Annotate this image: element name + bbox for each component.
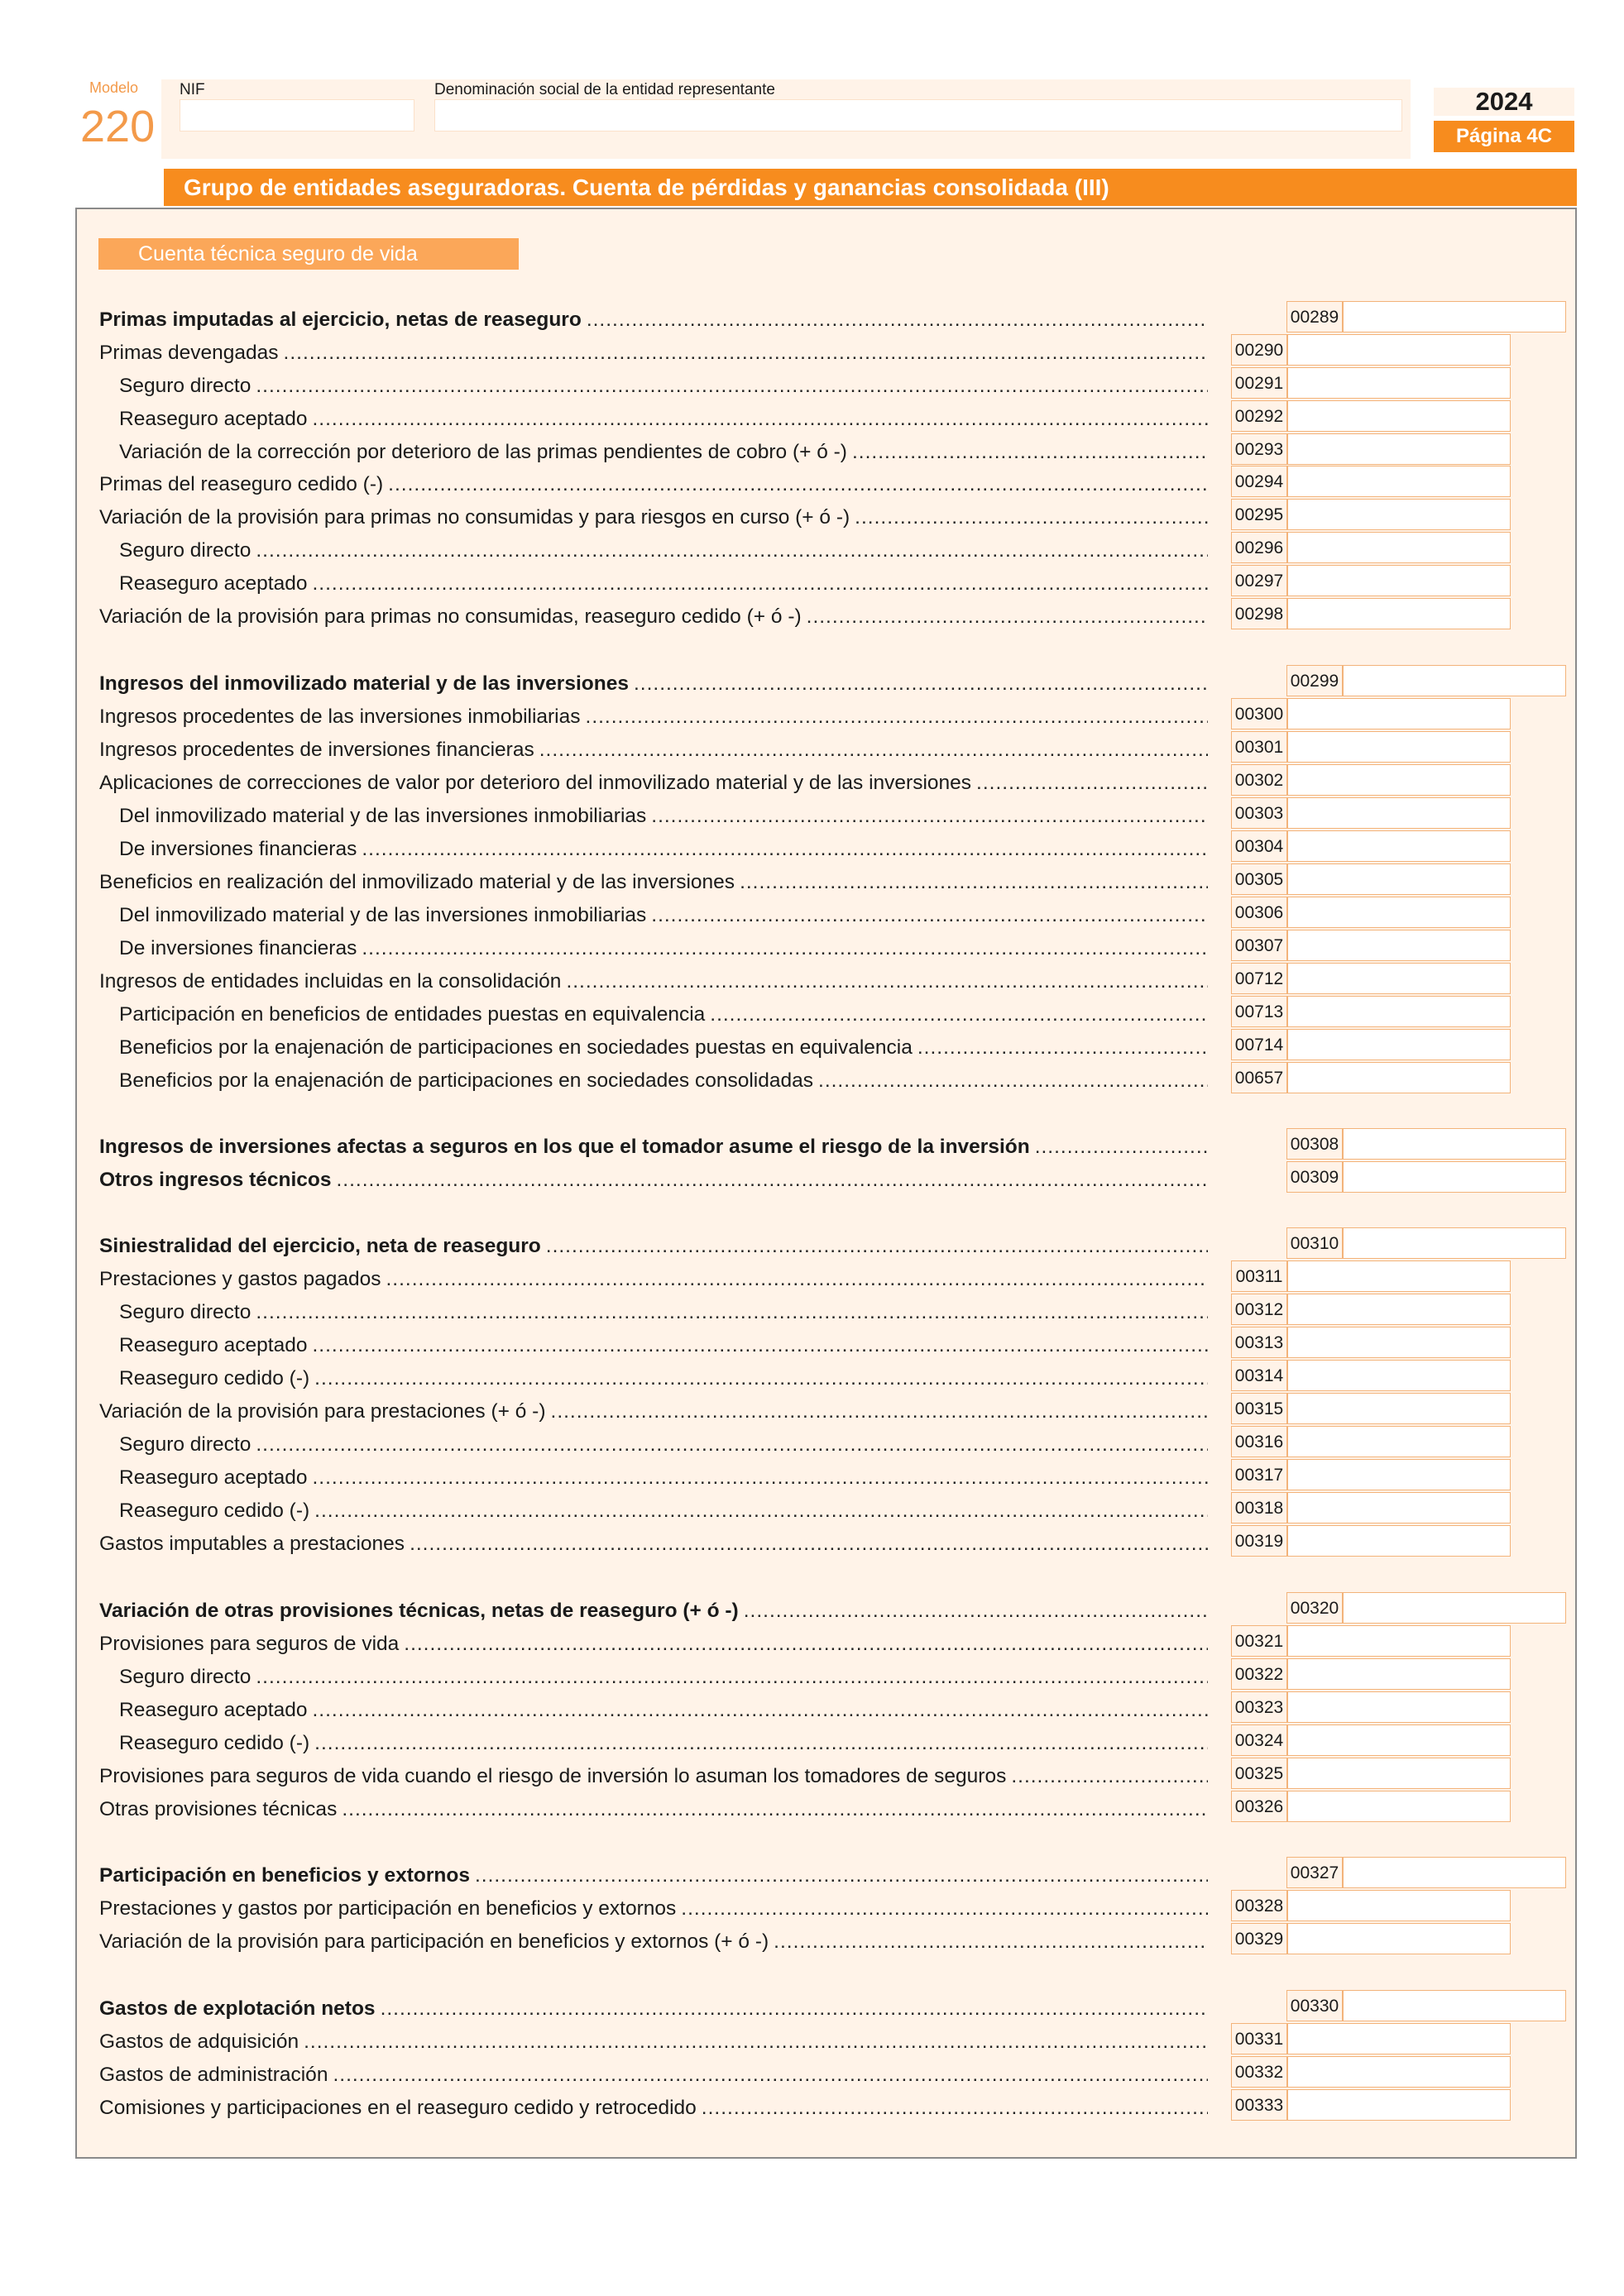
leader-dots <box>312 1698 1208 1723</box>
field-code: 00312 <box>1231 1294 1287 1325</box>
amount-input[interactable] <box>1287 1492 1511 1523</box>
leader-dots <box>566 969 1208 994</box>
form-row <box>119 1429 1208 1457</box>
amount-input[interactable] <box>1287 963 1511 994</box>
field-code: 00322 <box>1231 1658 1287 1690</box>
section-tag: Cuenta técnica seguro de vida <box>98 238 519 270</box>
field-code: 00712 <box>1231 963 1287 994</box>
field-code: 00290 <box>1231 334 1287 366</box>
leader-dots <box>710 1002 1208 1027</box>
amount-input[interactable] <box>1287 996 1511 1027</box>
form-row <box>99 1231 1208 1259</box>
amount-input[interactable] <box>1287 598 1511 629</box>
form-row <box>99 337 1208 366</box>
form-row <box>99 1993 1208 2021</box>
field-code: 00315 <box>1231 1393 1287 1424</box>
field-code: 00298 <box>1231 598 1287 629</box>
field-code: 00302 <box>1231 764 1287 796</box>
row-label: Participación en beneficios de entidades puestas en equivalencia <box>119 1003 706 1026</box>
leader-dots <box>1035 1135 1208 1160</box>
form-row <box>99 304 1208 332</box>
field-code: 00310 <box>1286 1227 1343 1259</box>
form-row <box>99 1264 1208 1292</box>
row-label: Reaseguro cedido (-) <box>119 1732 310 1754</box>
form-row <box>99 768 1208 796</box>
leader-dots <box>304 2030 1208 2054</box>
field-code: 00307 <box>1231 930 1287 961</box>
form-row <box>99 469 1208 497</box>
form-row <box>99 1528 1208 1557</box>
form-row <box>99 2059 1208 2088</box>
leader-dots <box>342 1797 1208 1822</box>
form-row <box>99 1131 1208 1160</box>
amount-input[interactable] <box>1287 565 1511 596</box>
form-row <box>119 1695 1208 1723</box>
form-row <box>99 734 1208 763</box>
leader-dots <box>388 472 1208 497</box>
row-label: Ingresos del inmovilizado material y de las inversiones <box>99 672 629 695</box>
leader-dots <box>651 903 1208 928</box>
field-code: 00316 <box>1231 1426 1287 1457</box>
field-code: 00320 <box>1286 1592 1343 1624</box>
amount-input[interactable] <box>1287 1426 1511 1457</box>
form-row <box>119 371 1208 399</box>
form-row <box>99 1396 1208 1424</box>
year-badge: 2024 <box>1434 88 1574 116</box>
form-row <box>119 404 1208 432</box>
field-code: 00295 <box>1231 499 1287 530</box>
field-code: 00329 <box>1231 1923 1287 1954</box>
row-label: Beneficios por la enajenación de participaciones en sociedades puestas en equivalencia <box>119 1036 913 1059</box>
leader-dots <box>333 2063 1208 2088</box>
row-label: Ingresos de inversiones afectas a seguros en los que el tomador asume el riesgo de la inversión <box>99 1136 1030 1158</box>
amount-input[interactable] <box>1287 400 1511 432</box>
field-code: 00333 <box>1231 2089 1287 2121</box>
leader-dots <box>551 1399 1208 1424</box>
leader-dots <box>410 1532 1208 1557</box>
leader-dots <box>256 1433 1208 1457</box>
row-label: Seguro directo <box>119 539 252 562</box>
leader-dots <box>807 605 1208 629</box>
form-row <box>119 834 1208 862</box>
denominacion-input[interactable] <box>434 99 1402 132</box>
field-code: 00313 <box>1231 1327 1287 1358</box>
row-label: Reaseguro aceptado <box>119 572 308 595</box>
amount-input[interactable] <box>1343 665 1566 696</box>
field-code: 00296 <box>1231 532 1287 563</box>
row-label: Del inmovilizado material y de las inversiones inmobiliarias <box>119 904 647 926</box>
amount-input[interactable] <box>1343 1227 1566 1259</box>
leader-dots <box>587 308 1208 332</box>
leader-dots <box>314 1499 1208 1523</box>
row-label: Prestaciones y gastos pagados <box>99 1268 381 1290</box>
form-row <box>99 867 1208 895</box>
leader-dots <box>539 738 1208 763</box>
amount-input[interactable] <box>1287 897 1511 928</box>
form-row <box>99 1629 1208 1657</box>
leader-dots <box>256 374 1208 399</box>
leader-dots <box>256 1665 1208 1690</box>
row-label: Variación de la provisión para primas no consumidas y para riesgos en curso (+ ó -) <box>99 506 850 529</box>
amount-input[interactable] <box>1287 1691 1511 1723</box>
amount-input[interactable] <box>1287 1459 1511 1490</box>
amount-input[interactable] <box>1287 1327 1511 1358</box>
form-row <box>119 1495 1208 1523</box>
leader-dots <box>586 705 1208 729</box>
leader-dots <box>774 1930 1208 1954</box>
amount-input[interactable] <box>1287 1062 1511 1093</box>
field-code: 00303 <box>1231 797 1287 829</box>
row-label: Reaseguro aceptado <box>119 408 308 430</box>
form-row <box>119 1065 1208 1093</box>
field-code: 00330 <box>1286 1990 1343 2021</box>
leader-dots <box>284 341 1208 366</box>
amount-input[interactable] <box>1287 2023 1511 2054</box>
leader-dots <box>917 1036 1208 1060</box>
leader-dots <box>651 804 1208 829</box>
amount-input[interactable] <box>1287 499 1511 530</box>
row-label: Primas imputadas al ejercicio, netas de reaseguro <box>99 309 582 331</box>
leader-dots <box>404 1632 1208 1657</box>
amount-input[interactable] <box>1343 1128 1566 1160</box>
amount-input[interactable] <box>1287 764 1511 796</box>
amount-input[interactable] <box>1287 1791 1511 1822</box>
field-code: 00332 <box>1231 2056 1287 2088</box>
amount-input[interactable] <box>1343 301 1566 332</box>
amount-input[interactable] <box>1287 334 1511 366</box>
amount-input[interactable] <box>1287 1758 1511 1789</box>
field-code: 00326 <box>1231 1791 1287 1822</box>
row-label: Seguro directo <box>119 1433 252 1456</box>
field-code: 00318 <box>1231 1492 1287 1523</box>
leader-dots <box>744 1599 1208 1624</box>
field-code: 00304 <box>1231 830 1287 862</box>
row-label: Seguro directo <box>119 1666 252 1688</box>
form-row <box>119 801 1208 829</box>
amount-input[interactable] <box>1287 1029 1511 1060</box>
page-title: Grupo de entidades aseguradoras. Cuenta de pérdidas y ganancias consolidada (III) <box>164 169 1577 206</box>
leader-dots <box>1011 1764 1208 1789</box>
amount-input[interactable] <box>1287 698 1511 729</box>
form-row <box>99 1761 1208 1789</box>
field-code: 00293 <box>1231 433 1287 465</box>
form-row <box>99 502 1208 530</box>
field-code: 00713 <box>1231 996 1287 1027</box>
field-code: 00309 <box>1286 1161 1343 1193</box>
row-label: Variación de otras provisiones técnicas, netas de reaseguro (+ ó -) <box>99 1600 739 1622</box>
row-label: Ingresos procedentes de inversiones financieras <box>99 739 534 761</box>
field-code: 00301 <box>1231 731 1287 763</box>
amount-input[interactable] <box>1287 532 1511 563</box>
leader-dots <box>976 771 1208 796</box>
row-label: Variación de la provisión para primas no consumidas, reaseguro cedido (+ ó -) <box>99 605 802 628</box>
field-code: 00306 <box>1231 897 1287 928</box>
row-label: Variación de la provisión para participación en beneficios y extornos (+ ó -) <box>99 1930 769 1953</box>
form-row <box>99 1926 1208 1954</box>
leader-dots <box>852 440 1208 465</box>
leader-dots <box>386 1267 1209 1292</box>
leader-dots <box>362 837 1208 862</box>
amount-input[interactable] <box>1287 1393 1511 1424</box>
row-label: Reaseguro aceptado <box>119 1699 308 1721</box>
field-code: 00305 <box>1231 863 1287 895</box>
amount-input[interactable] <box>1287 2089 1511 2121</box>
row-label: Beneficios en realización del inmovilizado material y de las inversiones <box>99 871 735 893</box>
field-code: 00317 <box>1231 1459 1287 1490</box>
form-row <box>119 1728 1208 1756</box>
row-label: Gastos de adquisición <box>99 2031 299 2053</box>
amount-input[interactable] <box>1287 731 1511 763</box>
amount-input[interactable] <box>1287 1658 1511 1690</box>
amount-input[interactable] <box>1287 930 1511 961</box>
row-label: Prestaciones y gastos por participación en beneficios y extornos <box>99 1897 677 1920</box>
amount-input[interactable] <box>1287 1890 1511 1921</box>
amount-input[interactable] <box>1343 1592 1566 1624</box>
form-row <box>119 1032 1208 1060</box>
row-label: Aplicaciones de correcciones de valor por deterioro del inmovilizado material y de las inversiones <box>99 772 972 794</box>
row-label: Otros ingresos técnicos <box>99 1169 332 1191</box>
row-label: Reaseguro aceptado <box>119 1334 308 1356</box>
leader-dots <box>381 1997 1208 2021</box>
form-row <box>99 1794 1208 1822</box>
amount-input[interactable] <box>1287 1525 1511 1557</box>
form-row <box>99 668 1208 696</box>
leader-dots <box>312 572 1208 596</box>
leader-dots <box>702 2096 1208 2121</box>
form-row <box>119 900 1208 928</box>
amount-input[interactable] <box>1287 1360 1511 1391</box>
field-code: 00324 <box>1231 1724 1287 1756</box>
field-code: 00657 <box>1231 1062 1287 1093</box>
row-label: Gastos de administración <box>99 2064 328 2086</box>
field-code: 00311 <box>1231 1260 1287 1292</box>
field-code: 00331 <box>1231 2023 1287 2054</box>
leader-dots <box>634 672 1208 696</box>
form-row <box>119 933 1208 961</box>
leader-dots <box>818 1069 1208 1093</box>
amount-input[interactable] <box>1343 1857 1566 1888</box>
form-row <box>99 1860 1208 1888</box>
form-row <box>119 1662 1208 1690</box>
leader-dots <box>546 1234 1208 1259</box>
field-code: 00321 <box>1231 1625 1287 1657</box>
leader-dots <box>312 1466 1208 1490</box>
form-row <box>99 601 1208 629</box>
nif-label: NIF <box>180 81 205 98</box>
amount-input[interactable] <box>1287 2056 1511 2088</box>
form-row <box>119 1462 1208 1490</box>
amount-input[interactable] <box>1287 863 1511 895</box>
field-code: 00328 <box>1231 1890 1287 1921</box>
form-row <box>99 701 1208 729</box>
row-label: Beneficios por la enajenación de participaciones en sociedades consolidadas <box>119 1069 814 1092</box>
row-label: Siniestralidad del ejercicio, neta de reaseguro <box>99 1235 541 1257</box>
row-label: De inversiones financieras <box>119 838 357 860</box>
row-label: Ingresos procedentes de las inversiones inmobiliarias <box>99 706 581 728</box>
form-row <box>99 966 1208 994</box>
amount-input[interactable] <box>1287 797 1511 829</box>
row-label: Provisiones para seguros de vida cuando el riesgo de inversión lo asuman los tomadores de seguros <box>99 1765 1007 1787</box>
row-label: Provisiones para seguros de vida <box>99 1633 400 1655</box>
row-label: Otras provisiones técnicas <box>99 1798 338 1820</box>
amount-input[interactable] <box>1287 466 1511 497</box>
field-code: 00319 <box>1231 1525 1287 1557</box>
form-row <box>99 1165 1208 1193</box>
field-code: 00294 <box>1231 466 1287 497</box>
denominacion-label: Denominación social de la entidad representante <box>434 81 775 98</box>
leader-dots <box>855 505 1208 530</box>
leader-dots <box>314 1731 1208 1756</box>
amount-input[interactable] <box>1287 1294 1511 1325</box>
leader-dots <box>681 1897 1208 1921</box>
form-row <box>99 1595 1208 1624</box>
leader-dots <box>475 1863 1208 1888</box>
form-row <box>119 999 1208 1027</box>
field-code: 00327 <box>1286 1857 1343 1888</box>
leader-dots <box>314 1366 1208 1391</box>
leader-dots <box>336 1168 1208 1193</box>
field-code: 00323 <box>1231 1691 1287 1723</box>
leader-dots <box>312 1333 1208 1358</box>
row-label: Comisiones y participaciones en el reaseguro cedido y retrocedido <box>99 2097 697 2119</box>
row-label: Reaseguro cedido (-) <box>119 1500 310 1522</box>
row-label: Primas devengadas <box>99 342 279 364</box>
leader-dots <box>256 1300 1208 1325</box>
form-row <box>119 535 1208 563</box>
form-row <box>119 568 1208 596</box>
row-label: Gastos imputables a prestaciones <box>99 1533 405 1555</box>
leader-dots <box>312 407 1208 432</box>
field-code: 00297 <box>1231 565 1287 596</box>
modelo-number: 220 <box>80 102 156 151</box>
form-row <box>99 2026 1208 2054</box>
field-code: 00300 <box>1231 698 1287 729</box>
field-code: 00325 <box>1231 1758 1287 1789</box>
leader-dots <box>256 538 1208 563</box>
field-code: 00291 <box>1231 367 1287 399</box>
amount-input[interactable] <box>1287 1260 1511 1292</box>
row-label: Reaseguro cedido (-) <box>119 1367 310 1390</box>
amount-input[interactable] <box>1287 367 1511 399</box>
row-label: Variación de la provisión para prestaciones (+ ó -) <box>99 1400 546 1423</box>
row-label: Del inmovilizado material y de las inversiones inmobiliarias <box>119 805 647 827</box>
modelo-label: Modelo <box>89 79 139 96</box>
field-code: 00289 <box>1286 301 1343 332</box>
leader-dots <box>740 870 1208 895</box>
row-label: Variación de la corrección por deterioro de las primas pendientes de cobro (+ ó -) <box>119 441 847 463</box>
amount-input[interactable] <box>1287 433 1511 465</box>
page-badge: Página 4C <box>1434 121 1574 152</box>
form-row <box>119 1330 1208 1358</box>
field-code: 00714 <box>1231 1029 1287 1060</box>
field-code: 00308 <box>1286 1128 1343 1160</box>
amount-input[interactable] <box>1343 1990 1566 2021</box>
field-code: 00292 <box>1231 400 1287 432</box>
form-row <box>99 2093 1208 2121</box>
form-row <box>119 437 1208 465</box>
amount-input[interactable] <box>1287 1625 1511 1657</box>
row-label: Participación en beneficios y extornos <box>99 1864 470 1887</box>
form-row <box>99 1893 1208 1921</box>
form-row <box>119 1363 1208 1391</box>
field-code: 00314 <box>1231 1360 1287 1391</box>
row-label: Reaseguro aceptado <box>119 1466 308 1489</box>
amount-input[interactable] <box>1287 1923 1511 1954</box>
leader-dots <box>362 936 1208 961</box>
field-code: 00299 <box>1286 665 1343 696</box>
amount-input[interactable] <box>1287 830 1511 862</box>
row-label: Ingresos de entidades incluidas en la consolidación <box>99 970 562 993</box>
row-label: Gastos de explotación netos <box>99 1997 376 2020</box>
row-label: Primas del reaseguro cedido (-) <box>99 473 384 495</box>
amount-input[interactable] <box>1287 1724 1511 1756</box>
row-label: De inversiones financieras <box>119 937 357 959</box>
nif-input[interactable] <box>180 99 414 132</box>
amount-input[interactable] <box>1343 1161 1566 1193</box>
row-label: Seguro directo <box>119 375 252 397</box>
form-row <box>119 1297 1208 1325</box>
row-label: Seguro directo <box>119 1301 252 1323</box>
